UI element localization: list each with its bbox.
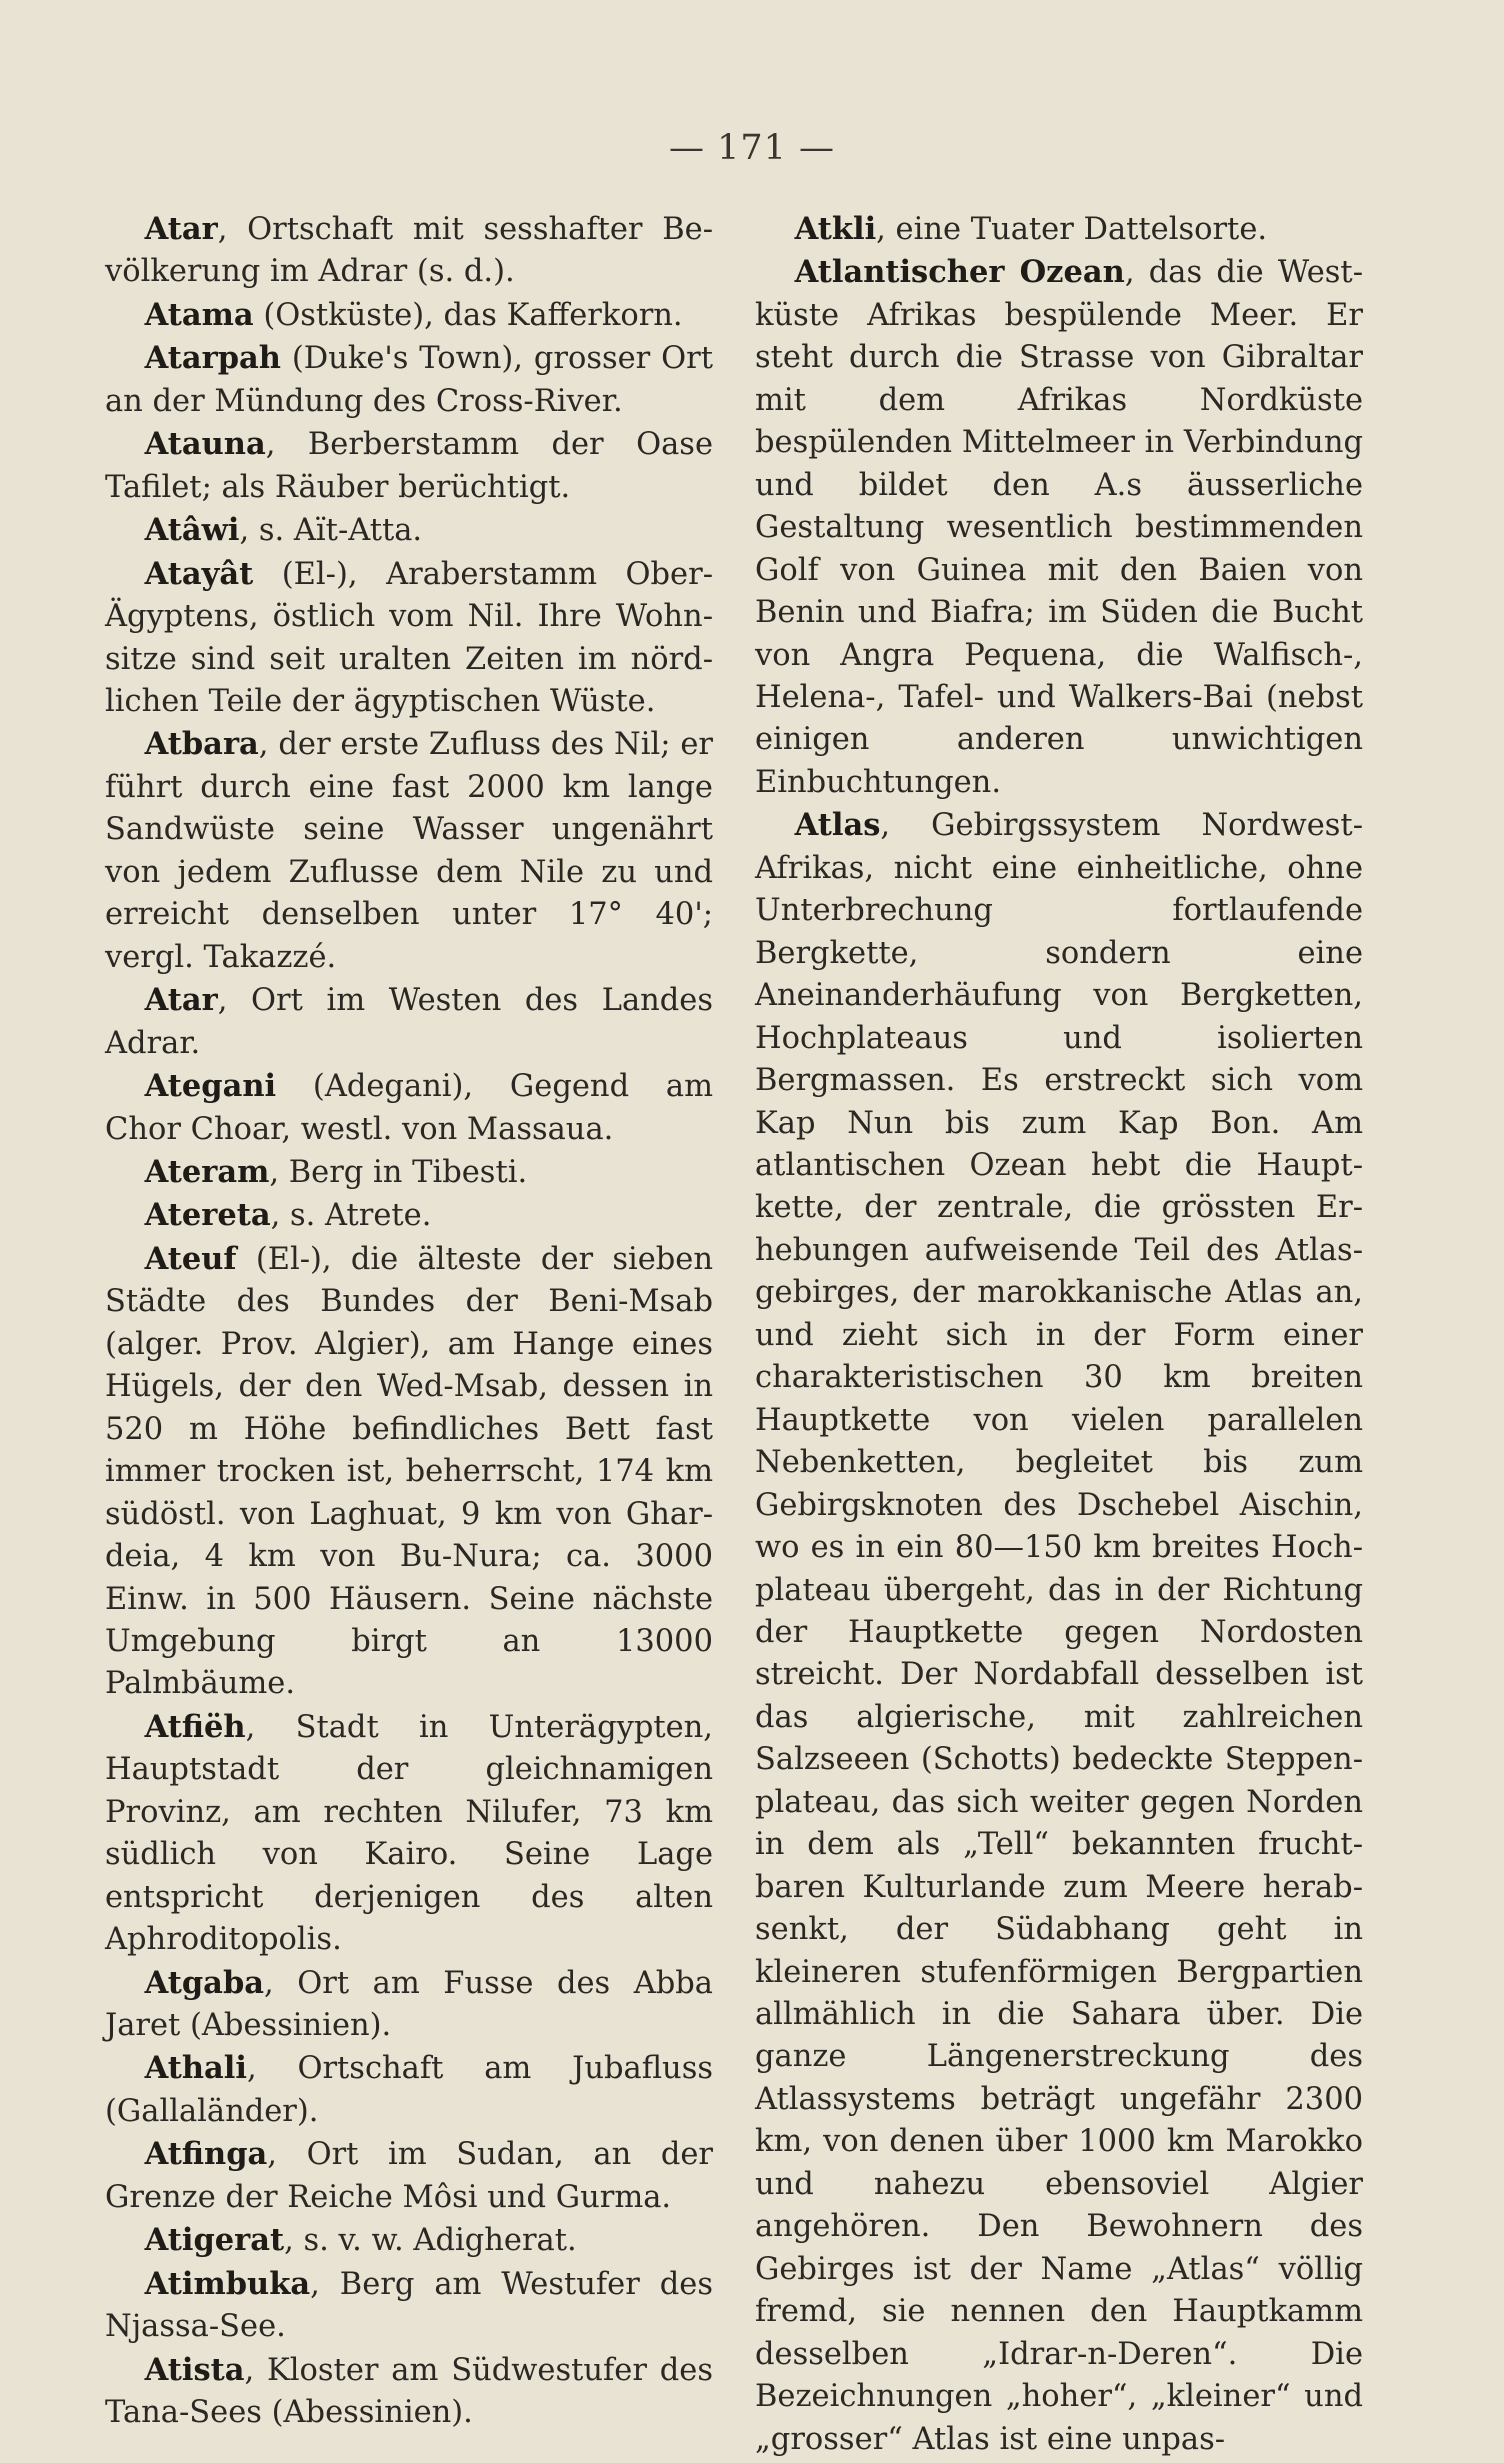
entry — [105, 208, 713, 294]
entry-term: Ateuf — [144, 1240, 237, 1277]
entry-term: Atauna — [144, 426, 266, 463]
entry-term: Atayât — [144, 555, 254, 592]
entry-definition: , Berg am Westufer des Njassa-See. — [105, 2266, 713, 2345]
entry-term: Atlantischer Ozean — [794, 254, 1125, 291]
page-number: — 171 — — [668, 128, 836, 168]
entry — [105, 1962, 713, 2048]
entry-definition: , eine Tuater Dattelsorte. — [876, 212, 1268, 247]
entry-term: Ateram — [144, 1153, 270, 1190]
entry — [105, 1151, 713, 1194]
entry-definition: , s. v. w. Adigherat. — [284, 2223, 577, 2259]
entry-definition: , der erste Zufluss des Nil; er führt durch eine fast 2000 km lange Sandwüste seine Wasser ungenährt von jedem Zuflusse dem Nile zu und erreicht denselben unter 17° 40'; vergl. Takazzé. — [105, 727, 713, 975]
entry — [105, 1194, 713, 1237]
entry-definition: (El-), die älteste der sieben Städte des Bundes der Beni-Msab (alger. Prov. Algier), am Hange eines Hügels, der den Wed-Msab, dessen in 520 m Höhe befindliches Bett fast immer trocken ist, beherrscht, 174 km südöstl. von Laghuat, 9 km von Ghardeia, 4 km von Bu-Nura; ca. 3000 Einw. in 500 Häusern. Seine nächste Umgebung birgt an 13000 Palmbäume. — [105, 1241, 713, 1702]
entry-term: Athali — [144, 2050, 247, 2087]
entry-term: Atereta — [144, 1197, 271, 1234]
entry — [105, 979, 713, 1065]
entry-definition: , Ortschaft mit sesshafter Bevölkerung im Adrar (s. d.). — [105, 212, 713, 290]
entry — [105, 2133, 713, 2219]
entry — [755, 251, 1363, 804]
entry-term: Atfiëh — [144, 1708, 246, 1745]
entry-definition: , Berg in Tibesti. — [269, 1154, 528, 1190]
entry-definition: , Ort im Westen des Landes Adrar. — [105, 983, 713, 1061]
entry-term: Atama — [144, 296, 254, 333]
entry-definition: , Ort am Fusse des Abba Jaret (Abessinien). — [105, 1965, 713, 2044]
entry-term: Atâwi — [144, 512, 240, 549]
entry-definition: , Gebirgssystem Nordwest-Afrikas, nicht eine einheitliche, ohne Unterbrechung fortlaufende Bergkette, sondern eine Aneinanderhäufung von Bergketten, Hochplateaus und isolierten Bergmassen. Es erstreckt sich vom Kap Nun bis zum Kap Bon. Am atlantischen Ozean hebt die Hauptkette, der zentrale, die grössten Erhebungen aufweisende Teil des Atlasgebirges, der marokkanische Atlas an, und zieht sich in der Form einer charakteristischen 30 km breiten Hauptkette von vielen parallelen Nebenketten, begleitet bis zum Gebirgsknoten des Dschebel Aischin, wo es in ein 80—150 km breites Hochplateau übergeht, das in der Richtung der Hauptkette gegen Nordosten streicht. Der Nordabfall desselben ist das algierische, mit zahlreichen Salzseeen (Schotts) bedeckte Steppenplateau, das sich weiter gegen Norden in dem als „Tell“ bekannten fruchtbaren Kulturlande zum Meere herabsenkt, der Südabhang geht in kleineren stufenförmigen Bergpartien allmählich in die Sahara über. Die ganze Längenerstreckung des Atlassystems beträgt ungefähr 2300 km, von denen über 1000 km Marokko und nahezu ebensoviel Algier angehören. Den Bewohnern des Gebirges ist der Name „Atlas“ völlig fremd, sie nennen den Hauptkamm desselben „Idrar-n-Deren“. Die Bezeichnungen „hoher“, „kleiner“ und „grosser“ Atlas ist eine unpas- — [755, 808, 1363, 2457]
left-column — [105, 208, 713, 2435]
right-column — [755, 208, 1363, 2461]
entry-definition: , Stadt in Unterägypten, Hauptstadt der gleichnamigen Provinz, am rechten Nilufer, 73 km südlich von Kairo. Seine Lage entspricht derjenigen des alten Aphroditopolis. — [105, 1709, 713, 1958]
entry-definition: (Duke's Town), grosser Ort an der Mündung des Cross-River. — [105, 341, 713, 419]
entry — [105, 2219, 713, 2262]
entry-term: Atlas — [794, 807, 881, 844]
entry-term: Atar — [144, 982, 218, 1019]
entry-definition: , s. Aït-Atta. — [239, 513, 423, 549]
entry-definition: , Kloster am Südwestufer des Tana-Sees (Abessinien). — [105, 2352, 713, 2431]
entry-term: Atkli — [794, 211, 877, 247]
entry-definition: (Adegani), Gegend am Chor Choar, westl. von Massaua. — [105, 1069, 713, 1147]
entry — [105, 294, 713, 337]
entry-term: Atimbuka — [144, 2265, 311, 2302]
entry-term: Ategani — [144, 1068, 277, 1105]
entry — [755, 804, 1363, 2461]
entry-definition: , das die Westküste Afrikas bespülende Meer. Er steht durch die Strasse von Gibraltar mit dem Afrikas Nordküste bespülenden Mittelmeer in Verbindung und bildet den A.s äusserliche Gestaltung wesentlich bestimmenden Golf von Guinea mit den Baien von Benin und Biafra; im Süden die Bucht von Angra Pequena, die Walfisch-, Helena-, Tafel- und Walkers-Bai (nebst einigen anderen unwichtigen Einbuchtungen. — [755, 255, 1364, 800]
entry — [105, 337, 713, 423]
entry — [105, 723, 713, 979]
entry-term: Atbara — [144, 726, 259, 763]
entry — [105, 2047, 713, 2133]
entry — [105, 1065, 713, 1151]
entry-definition: , Ort im Sudan, an der Grenze der Reiche Môsi und Gurma. — [105, 2137, 713, 2215]
entry-term: Atigerat — [144, 2222, 285, 2259]
entry-definition: (Ostküste), das Kafferkorn. — [253, 297, 683, 333]
entry — [105, 1238, 713, 1706]
entry — [755, 208, 1363, 251]
entry — [105, 553, 713, 724]
entry — [105, 2349, 713, 2435]
entry — [105, 423, 713, 509]
entry-definition: (El-), Araberstamm Ober-Ägyptens, östlich vom Nil. Ihre Wohnsitze sind seit uralten Zeiten im nördlichen Teile der ägyptischen Wüste. — [105, 556, 713, 719]
entry — [105, 2263, 713, 2349]
entry — [105, 1706, 713, 1962]
entry-definition: , Ortschaft am Jubafluss (Gallaländer). — [105, 2051, 713, 2129]
entry-term: Atarpah — [144, 340, 281, 377]
entry-definition: , s. Atrete. — [270, 1198, 432, 1234]
entry — [105, 509, 713, 552]
entry-term: Atista — [144, 2351, 245, 2388]
entry-term: Atgaba — [144, 1964, 265, 2001]
entry-definition: , Berberstamm der Oase Tafilet; als Räuber berüchtigt. — [105, 427, 713, 505]
entry-term: Atfinga — [144, 2136, 268, 2173]
entry-term: Atar — [144, 211, 218, 247]
